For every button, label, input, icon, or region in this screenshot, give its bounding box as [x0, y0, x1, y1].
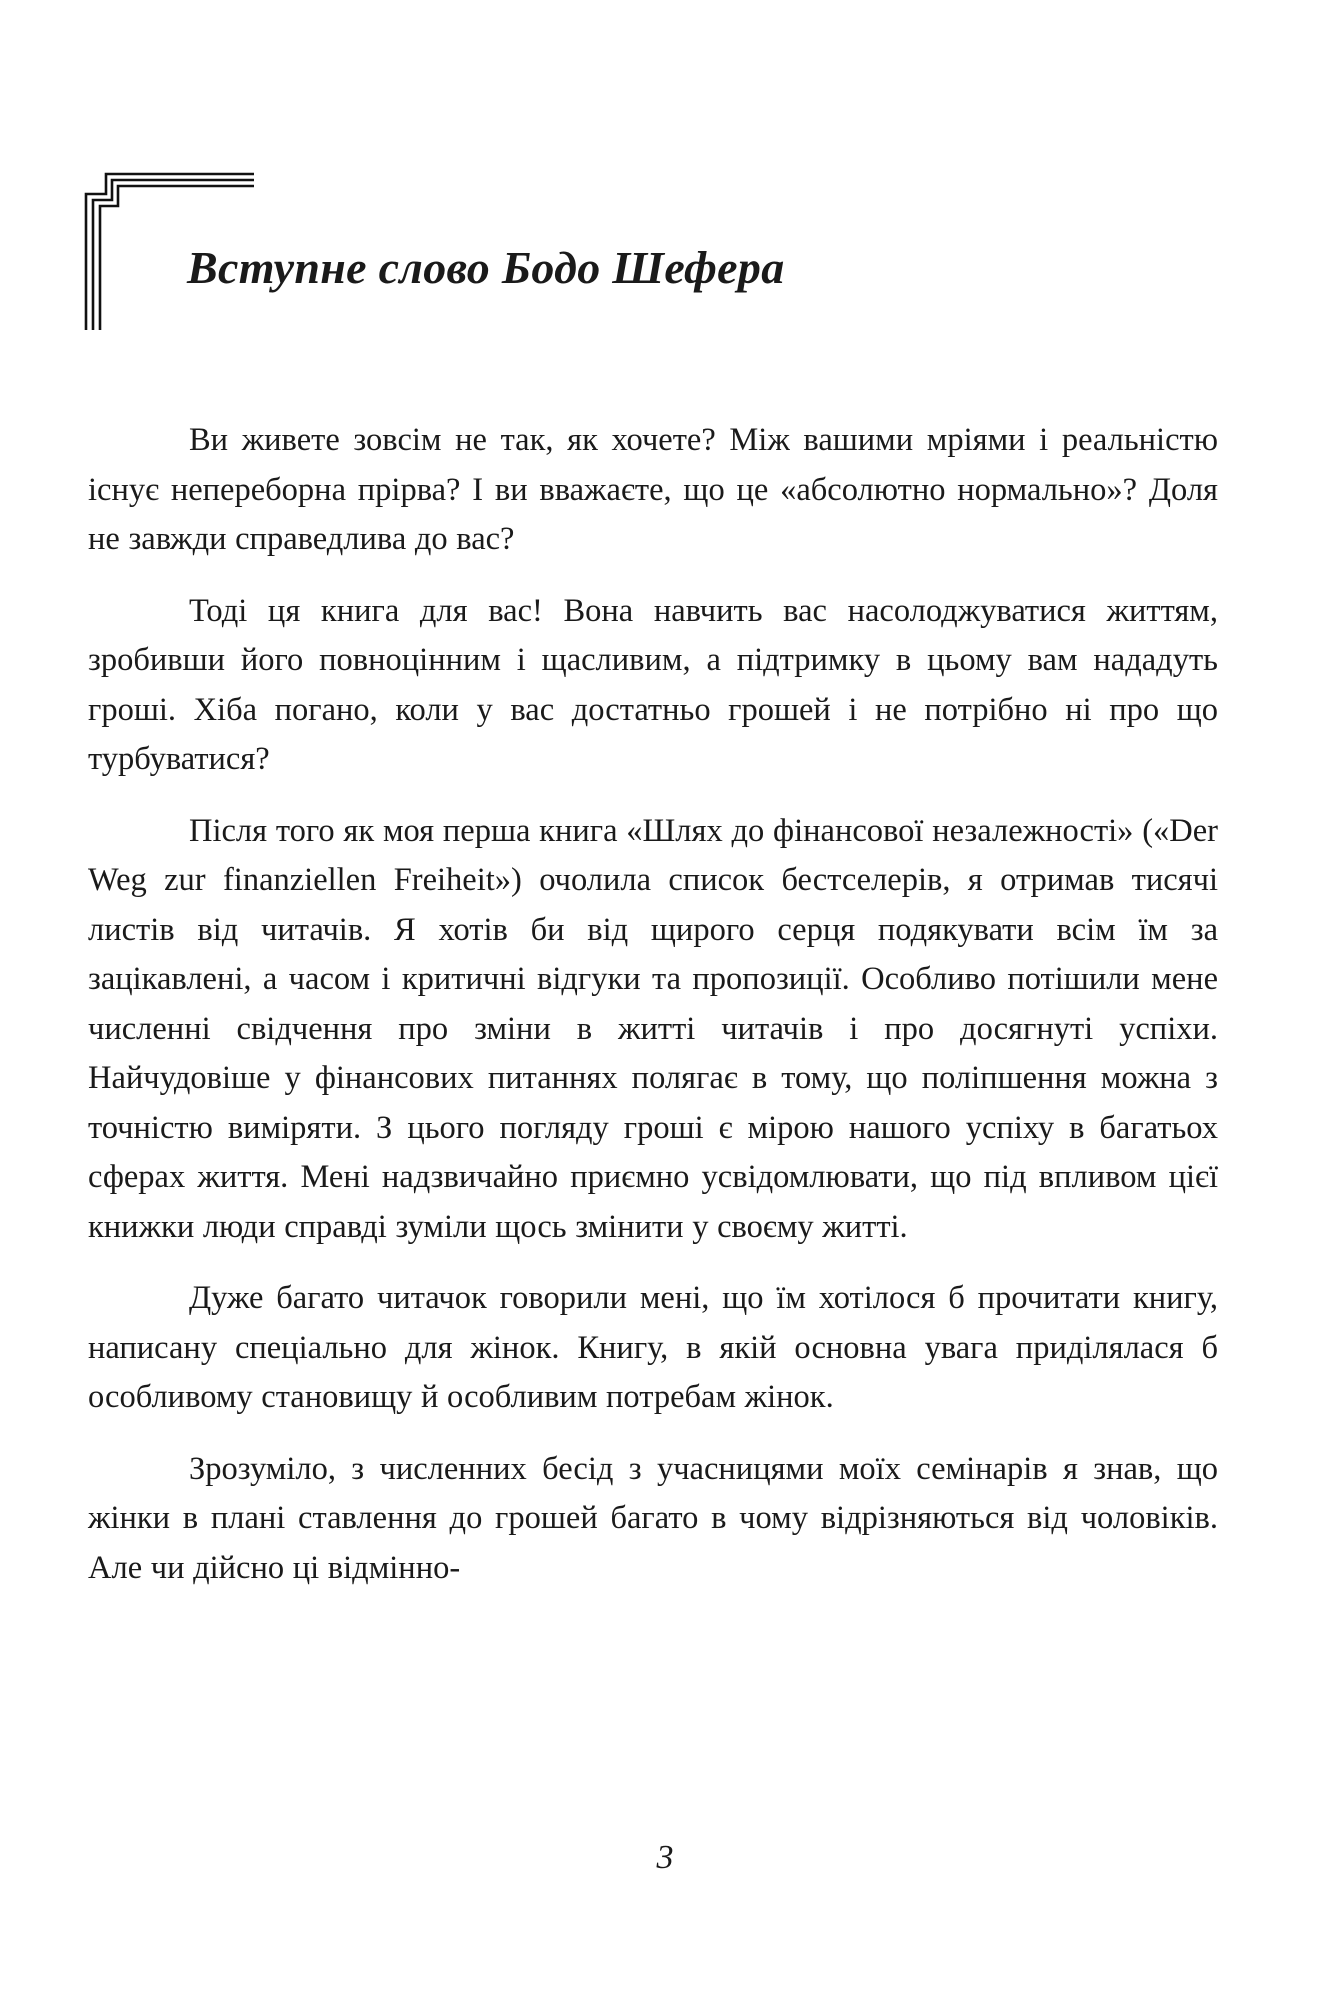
paragraph-3: Після того як моя перша книга «Шлях до фінансової незалежності» («Der Weg zur finanziellen Freiheit») очолила список бестселерів, я отримав тисячі листів від читачів. Я хотів би від щирого серця подякувати всім їм за зацікавлені, а часом і критичні відгуки та пропозиції. Особливо потішили мене численні свідчення про зміни в житті читачів і про досягнуті успіхи. Найчудовіше у фінансових питаннях полягає в тому, що поліпшення можна з точністю виміряти. З цього погляду гроші є мірою нашого успіху в багатьох сферах життя. Мені надзвичайно приємно усвідомлювати, що під впливом цієї книжки люди справді зуміли щось змінити у своєму житті.: [88, 812, 1218, 1245]
paragraph-1: Ви живете зовсім не так, як хочете? Між вашими мріями і реальністю існує непереборна прірва? І ви вважаєте, що це «абсолютно нормально»? Доля не завжди справедлива до вас?: [88, 422, 1218, 557]
paragraph-2: Тоді ця книга для вас! Вона навчить вас насолоджуватися життям, зробивши його повноцінним і щасливим, а підтримку в цьому вам нададуть гроші. Хіба погано, коли у вас достатньо грошей і не потрібно ні про що турбуватися?: [88, 592, 1218, 777]
page-number: 3: [656, 1839, 674, 1876]
paragraph-4: Дуже багато читачок говорили мені, що їм хотілося б прочитати книгу, написану спеціально для жінок. Книгу, в якій основна увага приділялася б особливому становищу й особливим потребам жінок.: [88, 1280, 1218, 1415]
chapter-title: Вступне слово Бодо Шефера: [187, 242, 785, 293]
paragraph-5: Зрозуміло, з численних бесід з учасницями моїх семінарів я знав, що жінки в плані ставлення до грошей багато в чому відрізняються від чоловіків. Але чи дійсно ці відмінно-: [88, 1450, 1218, 1586]
body-text: [88, 416, 1218, 1615]
